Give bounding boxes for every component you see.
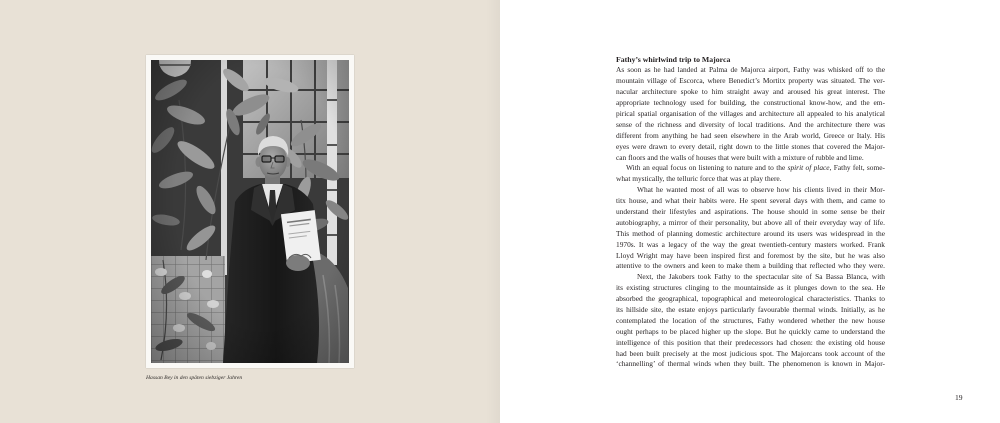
text-line: its hillside site, the estate enjoys particularly favourable thermal winds. Initially, as he [616, 304, 885, 314]
text-line: As soon as he had landed at Palma de Majorca airport, Fathy was whisked off to the [616, 65, 885, 75]
photograph [151, 60, 349, 363]
text-line: What he wanted most of all was to observe how his clients lived in their Mor- [637, 185, 885, 195]
emphasis-run: spirit of place [787, 163, 830, 173]
text-line: ‘channelling’ of thermal winds when they built. The phenomenon is known in Major- [616, 359, 885, 369]
text-line [616, 163, 885, 174]
text-line: titx house, and what their habits were. He spent several days with them, and came to [616, 196, 885, 206]
text-line: appropriate technology used for building, the constructional know-how, and the em- [616, 98, 885, 108]
text-line: pirical spatial organisation of the villages and architecture all appealed to his analytical [616, 108, 885, 118]
text-run: With an equal focus on listening to nature and to the [626, 163, 788, 173]
text-line: can floors and the walls of houses that were built with a mixture of rubble and lime. [616, 152, 864, 162]
text-line: sense of the richness and diversity of local traditions. And the architecture there was [616, 119, 885, 129]
text-line: 1970s. It was a legacy of the way the great twentieth-century masters worked. Frank [616, 239, 885, 249]
text-line: ought perhaps to be placed higher up the slope. But he quickly came to understand the [616, 326, 885, 336]
photo-caption: Hassan Bey in den späten siebziger Jahren [146, 375, 243, 381]
photograph-frame [146, 55, 354, 368]
text-line: Next, the Jakobers took Fathy to the spectacular site of Sa Bassa Blanca, with [637, 272, 885, 282]
text-column [616, 55, 885, 371]
text-line: Lloyd Wright may have been inspired first and foremost by the site, but he was also [616, 250, 885, 260]
vignette [151, 60, 349, 363]
text-line: different from anything he had seen elsewhere in the Arab world, Greece or Italy. His [616, 130, 885, 140]
text-line: attentive to the owners and keen to make them a building that reflected who they were. [616, 261, 885, 271]
text-line: had been built precisely at the most judicious spot. The Majorcans took account of the [616, 348, 885, 358]
page-number: 19 [955, 393, 963, 402]
text-line: nacular architecture spoke to him straight away and aroused his great interest. The [616, 87, 885, 97]
text-line: intelligence of this position that their predecessors had chosen: the existing old house [616, 337, 885, 347]
text-line: contemplated the location of the structures, Fathy wondered whether the new house [616, 315, 885, 325]
text-line: its existing structures clinging to the mountainside as it plunges down to the sea. He [616, 283, 885, 293]
paragraph [616, 65, 885, 163]
text-line: mountain village of Escorca, where Benedict’s Mortitx property was situated. The ver- [616, 76, 885, 86]
paragraph [616, 163, 885, 185]
text-line: absorbed the geographical, topographical and meteorological characteristics. Thanks to [616, 294, 885, 304]
text-line: autobiography, a mirror of their personality, but above all of their everyday way of life. [616, 217, 885, 227]
gutter-shadow [486, 0, 500, 423]
text-line: what mystically, the telluric force that was at play there. [616, 174, 782, 184]
paragraph [616, 185, 885, 272]
text-line: eyes were drawn to every detail, right down to the little stones that covered the Major- [616, 141, 885, 151]
section-heading: Fathy’s whirlwind trip to Majorca [616, 54, 731, 64]
text-run: , Fathy felt, some- [829, 163, 885, 173]
paragraph [616, 272, 885, 370]
right-page [500, 0, 1000, 423]
text-line: This method of planning domestic architecture around its users was widespread in the [616, 228, 885, 238]
text-line: understand their lifestyles and aspirations. The house should in some sense be their [616, 206, 885, 216]
